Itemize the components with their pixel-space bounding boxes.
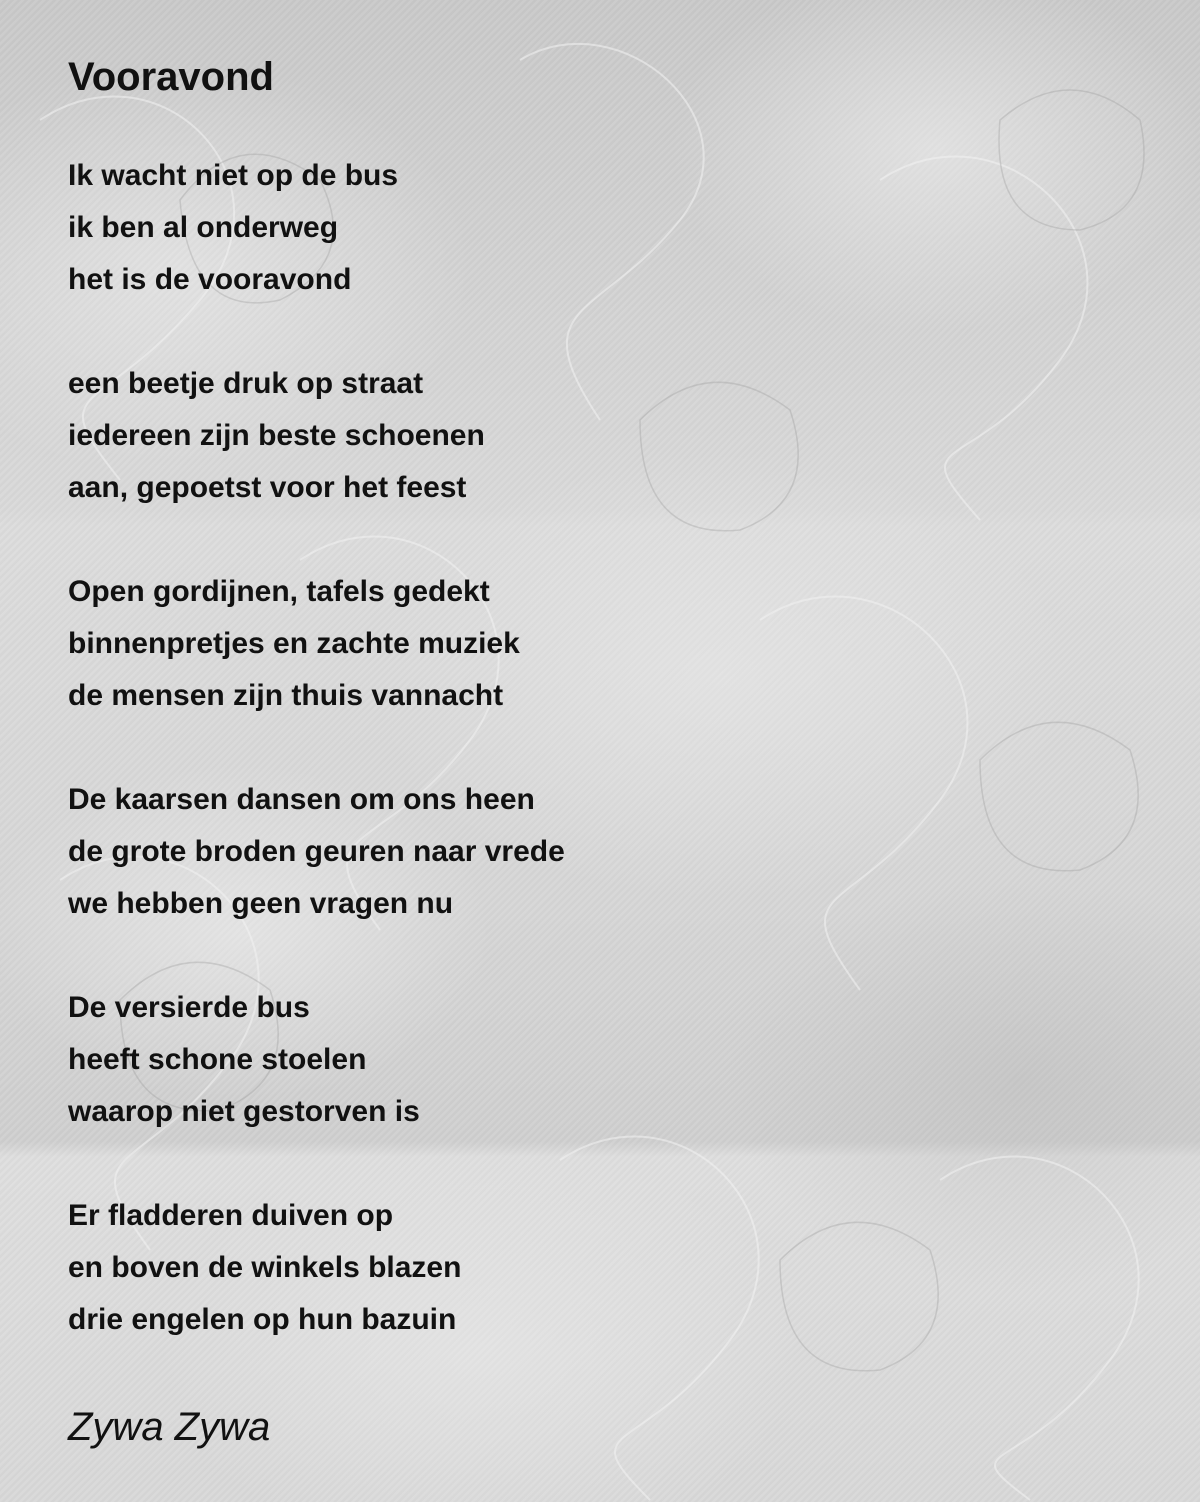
stanza-3 [68, 566, 520, 722]
stanza-5 [68, 982, 420, 1138]
poem-line: drie engelen op hun bazuin [68, 1303, 457, 1336]
stanza-4 [68, 774, 565, 930]
poem-line: Ik wacht niet op de bus [68, 159, 399, 192]
poem-line: De kaarsen dansen om ons heen [68, 783, 535, 816]
poem-line: en boven de winkels blazen [68, 1251, 462, 1284]
poem-line: Open gordijnen, tafels gedekt [68, 575, 490, 608]
poem-line: Er fladderen duiven op [68, 1199, 394, 1232]
poem-line: iedereen zijn beste schoenen [68, 419, 485, 452]
poem-line: we hebben geen vragen nu [68, 887, 454, 920]
poem-author: Zywa Zywa [68, 1405, 271, 1449]
stanza-1 [68, 150, 398, 306]
stanza-6 [68, 1190, 461, 1346]
poem-line: waarop niet gestorven is [68, 1095, 420, 1128]
poem-line: ik ben al onderweg [68, 211, 339, 244]
poem-line: binnenpretjes en zachte muziek [68, 627, 520, 660]
poem-line: heeft schone stoelen [68, 1043, 367, 1076]
poem-title: Vooravond [68, 55, 274, 99]
poem-line: de grote broden geuren naar vrede [68, 835, 565, 868]
poem-line: de mensen zijn thuis vannacht [68, 679, 504, 712]
poem-line: een beetje druk op straat [68, 367, 424, 400]
poem-line: het is de vooravond [68, 263, 352, 296]
poem-line: aan, gepoetst voor het feest [68, 471, 467, 504]
stanza-2 [68, 358, 485, 514]
poem-line: De versierde bus [68, 991, 310, 1024]
